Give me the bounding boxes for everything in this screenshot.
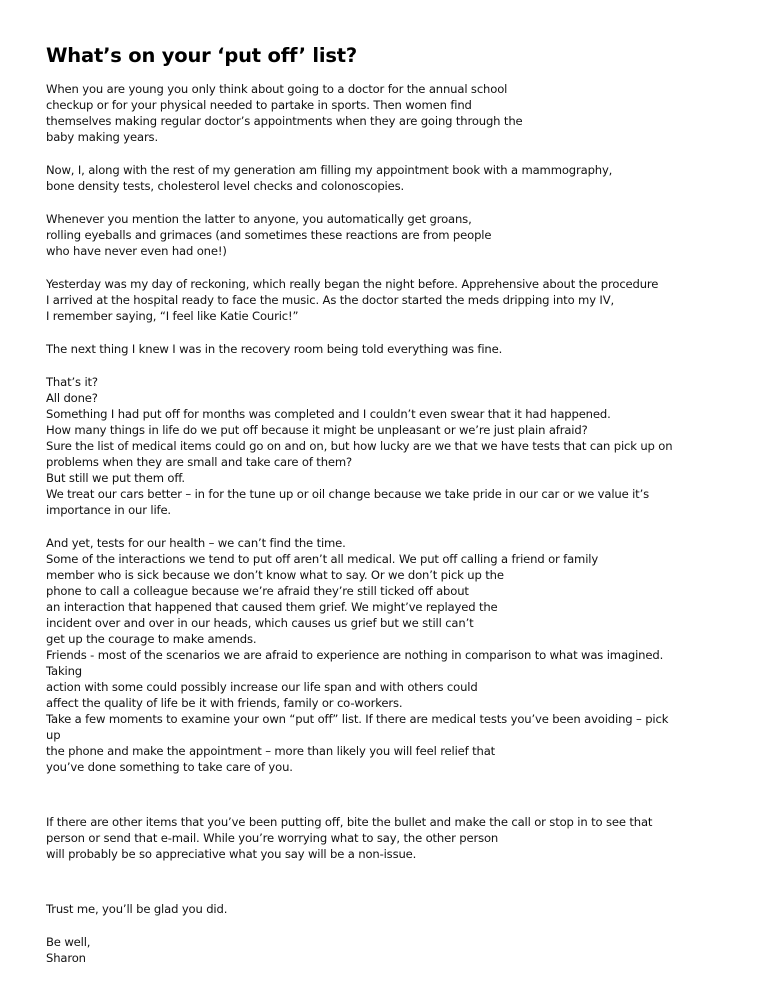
- text-line: checkup or for your physical needed to partake in sports. Then women find: [46, 98, 472, 112]
- paragraph: [46, 374, 726, 518]
- text-line: And yet, tests for our health – we can’t find the time.: [46, 536, 346, 550]
- page-title: What’s on your ‘put off’ list?: [46, 44, 358, 67]
- text-line: Friends - most of the scenarios we are afraid to experience are nothing in comparison to what was imagined.: [46, 648, 664, 662]
- text-line: Be well,: [46, 935, 91, 949]
- text-line: Sharon: [46, 951, 86, 965]
- text-line: If there are other items that you’ve been putting off, bite the bullet and make the call or stop in to see that: [46, 815, 653, 829]
- text-line: get up the courage to make amends.: [46, 632, 257, 646]
- text-line: Take a few moments to examine your own “put off” list. If there are medical tests you’ve been avoiding – pick: [46, 712, 669, 726]
- text-line: When you are young you only think about going to a doctor for the annual school: [46, 82, 508, 96]
- text-line: We treat our cars better – in for the tune up or oil change because we take pride in our car or we value it’s: [46, 487, 649, 501]
- paragraph: [46, 162, 726, 194]
- text-line: phone to call a colleague because we’re afraid they’re still ticked off about: [46, 584, 469, 598]
- text-line: Taking: [46, 664, 83, 678]
- text-line: I arrived at the hospital ready to face the music. As the doctor started the meds dripping into my IV,: [46, 293, 615, 307]
- text-line: an interaction that happened that caused them grief. We might’ve replayed the: [46, 600, 498, 614]
- text-line: importance in our life.: [46, 503, 171, 517]
- paragraph: [46, 81, 726, 145]
- text-line: person or send that e-mail. While you’re worrying what to say, the other person: [46, 831, 499, 845]
- text-line: who have never even had one!): [46, 244, 227, 258]
- text-line: Yesterday was my day of reckoning, which really began the night before. Apprehensive about the procedure: [46, 277, 659, 291]
- paragraph: [46, 814, 726, 862]
- text-line: action with some could possibly increase our life span and with others could: [46, 680, 478, 694]
- paragraph: [46, 901, 726, 917]
- text-line: That’s it?: [46, 375, 98, 389]
- text-line: affect the quality of life be it with friends, family or co-workers.: [46, 696, 403, 710]
- text-line: up: [46, 728, 61, 742]
- text-line: will probably be so appreciative what you say will be a non-issue.: [46, 847, 417, 861]
- text-line: bone density tests, cholesterol level checks and colonoscopies.: [46, 179, 405, 193]
- text-line: baby making years.: [46, 130, 158, 144]
- text-line: member who is sick because we don’t know what to say. Or we don’t pick up the: [46, 568, 504, 582]
- text-line: you’ve done something to take care of you.: [46, 760, 293, 774]
- text-line: incident over and over in our heads, which causes us grief but we still can’t: [46, 616, 474, 630]
- paragraph: [46, 535, 726, 775]
- text-line: Something I had put off for months was completed and I couldn’t even swear that it had happened.: [46, 407, 611, 421]
- paragraph: [46, 211, 726, 259]
- text-line: themselves making regular doctor’s appointments when they are going through the: [46, 114, 523, 128]
- text-line: Trust me, you’ll be glad you did.: [46, 902, 228, 916]
- text-line: Whenever you mention the latter to anyone, you automatically get groans,: [46, 212, 472, 226]
- text-line: All done?: [46, 391, 98, 405]
- paragraph: [46, 341, 726, 357]
- text-line: Now, I, along with the rest of my generation am filling my appointment book with a mammography,: [46, 163, 613, 177]
- text-line: the phone and make the appointment – more than likely you will feel relief that: [46, 744, 496, 758]
- document-body: [46, 81, 726, 966]
- text-line: How many things in life do we put off because it might be unpleasant or we’re just plain afraid?: [46, 423, 588, 437]
- text-line: I remember saying, “I feel like Katie Couric!”: [46, 309, 299, 323]
- text-line: Some of the interactions we tend to put off aren’t all medical. We put off calling a friend or family: [46, 552, 599, 566]
- text-line: But still we put them off.: [46, 471, 185, 485]
- text-line: rolling eyeballs and grimaces (and sometimes these reactions are from people: [46, 228, 492, 242]
- paragraph: [46, 276, 726, 324]
- text-line: The next thing I knew I was in the recovery room being told everything was fine.: [46, 342, 503, 356]
- document-page: [46, 44, 726, 983]
- text-line: problems when they are small and take care of them?: [46, 455, 353, 469]
- text-line: Sure the list of medical items could go on and on, but how lucky are we that we have tests that can pick up on: [46, 439, 673, 453]
- paragraph: [46, 934, 726, 966]
